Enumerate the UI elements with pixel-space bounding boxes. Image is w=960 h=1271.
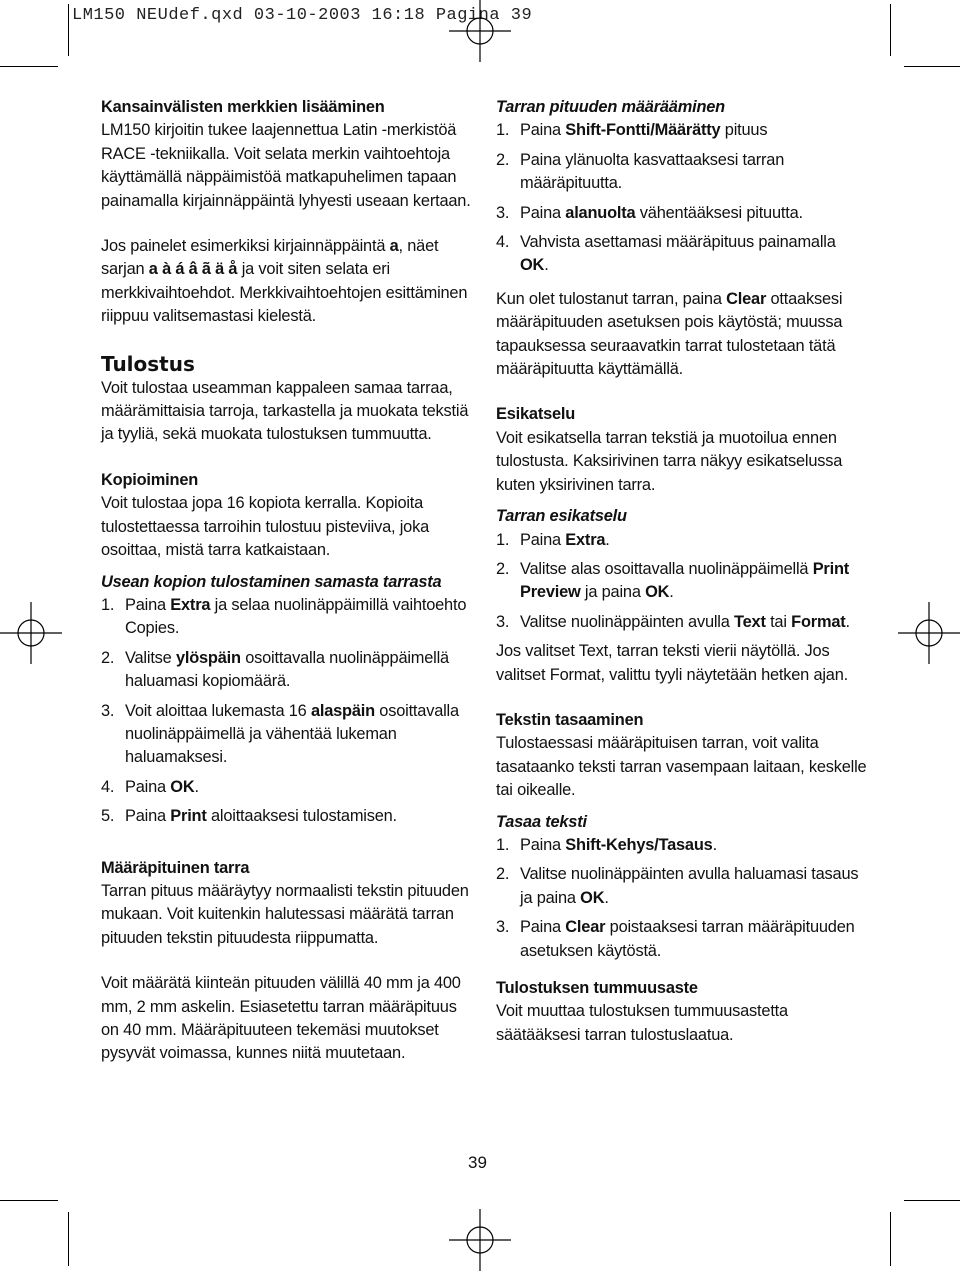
- label-preview-note: Jos valitset Text, tarran teksti vierii näytöllä. Jos valitset Format, valittu tyyli näytetään hetken ajan.: [496, 642, 848, 684]
- copy-text: Voit tulostaa jopa 16 kopiota kerralla. Kopioita tulostettaessa tarroihin tulostuu pisteviiva, joka osoittaa, mistä tarra katkaistaan.: [101, 494, 430, 560]
- list-item: 3. Paina alanuolta vähentääksesi pituutta.: [496, 203, 803, 222]
- multi-copy-steps: [101, 594, 471, 829]
- list-item: 2. Valitse alas osoittavalla nuolinäppäimellä Print Preview ja paina OK.: [496, 559, 850, 602]
- preview-heading: Esikatselu: [496, 405, 576, 424]
- copy-heading: Kopioiminen: [101, 470, 199, 489]
- print-text: Voit tulostaa useamman kappaleen samaa tarraa, määrämittaisia tarroja, tarkastella ja muokata tekstiä ja tyyliä, sekä muokata tulostuksen tummuutta.: [101, 378, 469, 444]
- darkness-text: Voit muuttaa tulostuksen tummuusastetta säätääksesi tarran tulostuslaatua.: [496, 1002, 788, 1044]
- darkness-heading: Tulostuksen tummuusaste: [496, 979, 698, 997]
- list-item: 4. Paina OK.: [101, 777, 199, 796]
- list-item: 3. Paina Clear poistaaksesi tarran määräpituuden asetuksen käytöstä.: [496, 918, 855, 960]
- list-item: 1. Paina Shift-Fontti/Määrätty pituus: [496, 121, 768, 140]
- list-item: 4. Vahvista asettamasi määräpituus painamalla OK.: [496, 233, 836, 275]
- page-number: 39: [468, 1153, 487, 1172]
- align-steps: [496, 834, 868, 963]
- example-series: a à á â ã ä å: [148, 260, 238, 279]
- fixed-length-text-2: Voit määrätä kiinteän pituuden välillä 40 mm ja 400 mm, 2 mm askelin. Esiasetettu tarran määräpituus on 40 mm. Määräpituuteen tekemäsi muutokset pysyvät voimassa, kunnes niitä muutetaan.: [101, 974, 461, 1063]
- crop-mark: [68, 4, 69, 56]
- align-text-heading: Tasaa teksti: [496, 812, 587, 831]
- clear-paragraph: Kun olet tulostanut tarran, paina Clear ottaaksesi määräpituuden asetuksen pois käytöstä; muussa tapauksessa seuraavatkin tarrat tulostetaan tätä määräpituutta käyttämällä.: [496, 289, 843, 379]
- example-key: a: [389, 237, 399, 256]
- list-item: 1. Paina Extra.: [496, 530, 610, 549]
- crop-mark: [890, 4, 891, 56]
- crop-mark: [0, 1200, 58, 1201]
- label-preview-heading: Tarran esikatselu: [496, 507, 627, 526]
- align-text: Tulostaessasi määräpituisen tarran, voit valita tasataanko teksti tarran vasempaan laitaan, keskelle tai oikealle.: [496, 734, 867, 800]
- preview-text: Voit esikatsella tarran tekstiä ja muotoilua ennen tulostusta. Kaksirivinen tarra näkyy esikatselussa kuten yksirivinen tarra.: [496, 428, 843, 494]
- print-heading: Tulostus: [101, 351, 195, 376]
- list-item: 2. Valitse nuolinäppäinten avulla haluamasi tasaus ja paina OK.: [496, 865, 859, 907]
- list-item: 5. Paina Print aloittaaksesi tulostamisen.: [101, 807, 397, 826]
- crop-mark: [68, 1212, 69, 1266]
- label-preview-steps: [496, 529, 868, 635]
- length-steps: [496, 119, 868, 277]
- list-item: 3. Valitse nuolinäppäinten avulla Text tai Format.: [496, 612, 850, 631]
- crop-mark: [0, 66, 58, 67]
- example-paragraph: [101, 235, 471, 329]
- list-item: 1. Paina Shift-Kehys/Tasaus.: [496, 835, 717, 854]
- list-item: 3. Voit aloittaa lukemasta 16 alaspäin osoittavalla nuolinäppäimellä ja vähentää lukeman haluamaksesi.: [101, 701, 459, 767]
- list-item: 2. Valitse ylöspäin osoittavalla nuolinäppäimellä haluamasi kopiomäärä.: [101, 648, 449, 691]
- intl-text: LM150 kirjoitin tukee laajennettua Latin -merkistöä RACE -tekniikalla. Voit selata merkin vaihtoehtoja käyttämällä näppäimistöä matkapuhelimen tapaan painamalla kirjainnäppäintä lyhyesti useaan kertaan.: [101, 121, 471, 210]
- length-heading: Tarran pituuden määrääminen: [496, 98, 725, 116]
- crop-mark: [890, 1212, 891, 1266]
- example-text-1: Jos painelet esimerkiksi kirjainnäppäintä: [101, 237, 390, 256]
- registration-mark-icon: [0, 602, 62, 664]
- intl-heading: Kansainvälisten merkkien lisääminen: [101, 98, 385, 116]
- align-heading: Tekstin tasaaminen: [496, 710, 644, 729]
- fixed-length-heading: Määräpituinen tarra: [101, 858, 250, 877]
- crop-mark: [904, 1200, 960, 1201]
- registration-mark-icon: [449, 0, 511, 62]
- registration-mark-icon: [449, 1209, 511, 1271]
- example-text-3: ja voit siten selata eri merkkivaihtoehdot. Merkkivaihtoehtojen esittäminen riippuu valitsemastasi kielestä.: [101, 260, 468, 326]
- registration-mark-icon: [898, 602, 960, 664]
- list-item: 2. Paina ylänuolta kasvattaaksesi tarran määräpituutta.: [496, 150, 785, 193]
- file-slug: LM150 NEUdef.qxd 03-10-2003 16:18 Pagina 39: [72, 6, 533, 25]
- list-item: 1. Paina Extra ja selaa nuolinäppäimillä vaihtoehto Copies.: [101, 595, 467, 638]
- example-text-2: , näet sarjan: [101, 237, 439, 279]
- multi-copy-heading: Usean kopion tulostaminen samasta tarrasta: [101, 572, 442, 591]
- left-column: [101, 96, 471, 1066]
- right-column: [496, 96, 868, 1047]
- fixed-length-text-1: Tarran pituus määräytyy normaalisti tekstin pituuden mukaan. Voit kuitenkin halutessasi määrätä tarran pituuden tekstin pituudesta riippumatta.: [101, 881, 469, 947]
- crop-mark: [904, 66, 960, 67]
